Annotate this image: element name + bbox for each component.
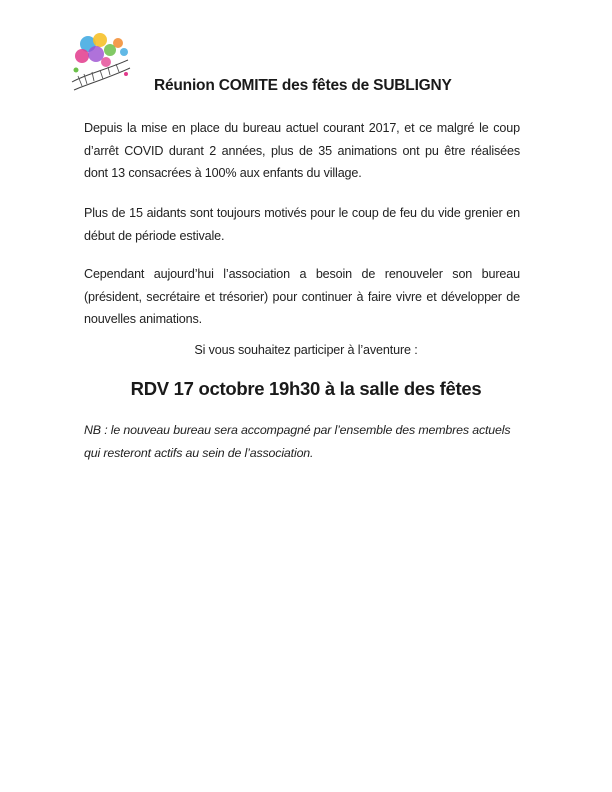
page-title: Réunion COMITE des fêtes de SUBLIGNY (154, 77, 452, 94)
paragraph-history: Depuis la mise en place du bureau actuel courant 2017, et ce malgré le coup d’arrêt COVID durant 2 années, plus de 35 animations ont pu être réalisées dont 13 consacrées à 100% aux enfants du village. (84, 121, 520, 180)
meeting-announcement: RDV 17 octobre 19h30 à la salle des fêtes (130, 378, 482, 399)
comite-logo-icon (66, 30, 138, 102)
paragraph-volunteers: Plus de 15 aidants sont toujours motivés pour le coup de feu du vide grenier en début de période estivale. (84, 206, 520, 243)
paragraph-renewal: Cependant aujourd’hui l’association a besoin de renouveler son bureau (président, secrétaire et trésorier) pour continuer à faire vivre et développer de nouvelles animations. (84, 267, 520, 326)
note-text: NB : le nouveau bureau sera accompagné par l’ensemble des membres actuels qui resteront actifs au sein de l’association. (84, 423, 511, 460)
invitation-text: Si vous souhaitez participer à l’aventure : (194, 343, 418, 357)
